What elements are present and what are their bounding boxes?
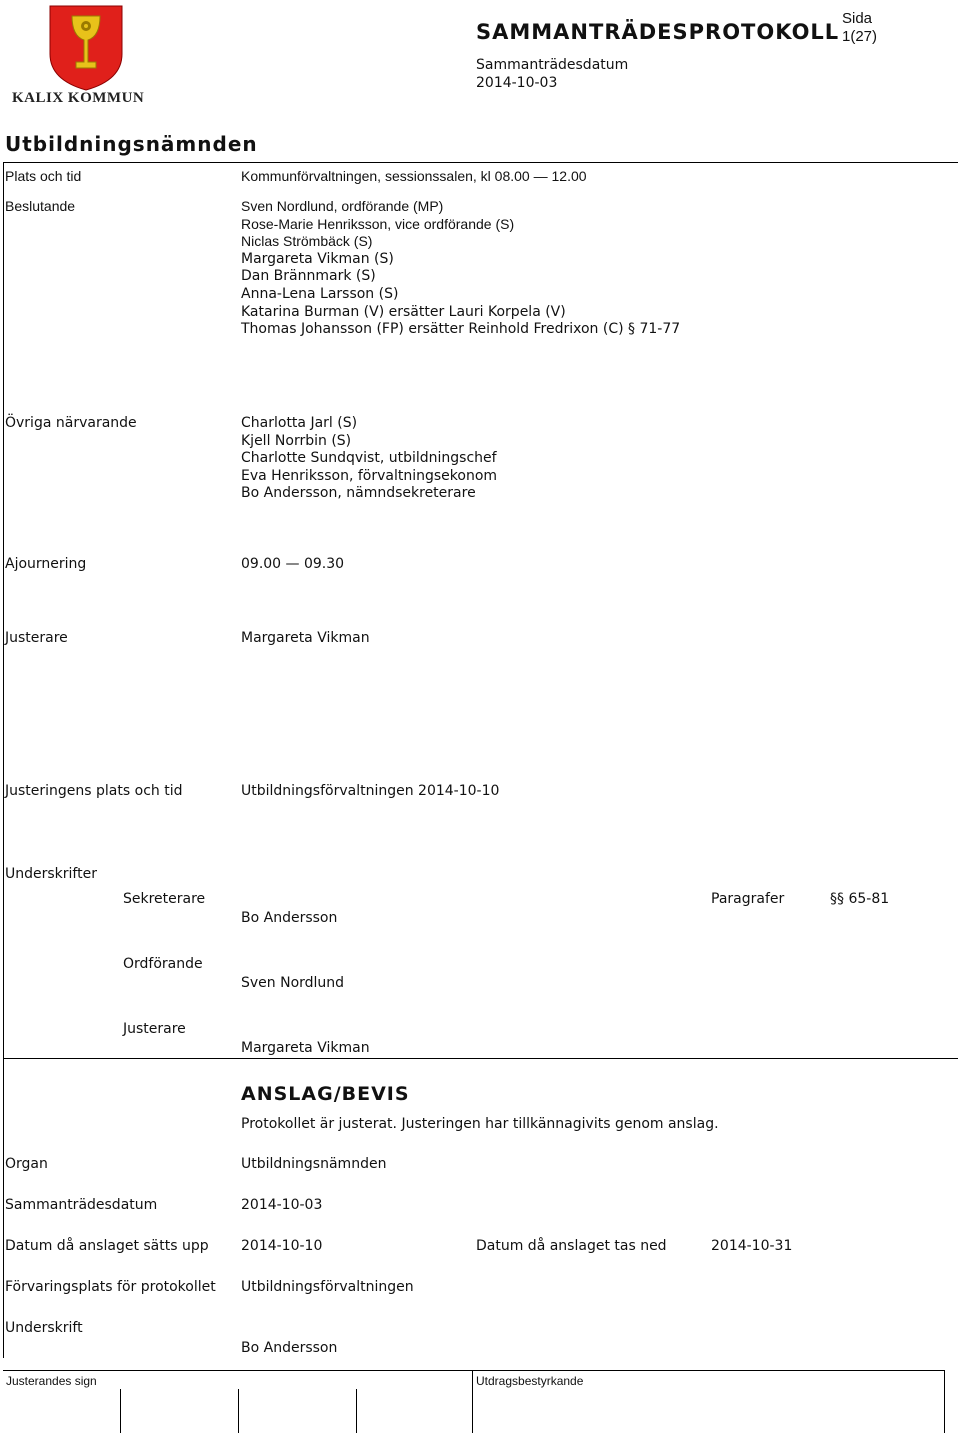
sekreterare-label: Sekreterare (123, 891, 206, 907)
plats-value: Kommunförvaltningen, sessionssalen, kl 08.00 — 12.00 (241, 168, 587, 184)
meeting-date: 2014-10-03 (476, 75, 558, 91)
forvaring-label: Förvaringsplats för protokollet (5, 1279, 216, 1295)
beslutande-label: Beslutande (5, 198, 76, 214)
sign-box-divider (472, 1370, 473, 1433)
anslag-datum-label: Sammanträdesdatum (5, 1197, 158, 1213)
ajournering-value: 09.00 — 09.30 (241, 556, 345, 572)
utdragsbestyrkande-label: Utdragsbestyrkande (476, 1374, 584, 1388)
ovriga-list (241, 415, 497, 503)
logo-text: KALIX KOMMUN (12, 90, 145, 106)
sekreterare-name: Bo Andersson (241, 910, 338, 926)
ovriga-label: Övriga närvarande (5, 415, 137, 431)
header-divider (3, 162, 958, 163)
document-title: SAMMANTRÄDESPROTOKOLL (476, 20, 840, 44)
member-line: Charlotte Sundqvist, utbildningschef (241, 450, 497, 467)
date-label: Sammanträdesdatum (476, 57, 629, 73)
forvaring-value: Utbildningsförvaltningen (241, 1279, 414, 1295)
committee-title: Utbildningsnämnden (5, 132, 258, 156)
underskrift-label: Underskrift (5, 1320, 83, 1336)
member-line: Sven Nordlund, ordförande (MP) (241, 198, 444, 214)
member-line: Dan Brännmark (S) (241, 268, 376, 285)
paragrafer-value: §§ 65-81 (830, 891, 890, 907)
organ-label: Organ (5, 1156, 48, 1172)
sign-box-divider (944, 1370, 945, 1433)
underskrift-name: Bo Andersson (241, 1340, 338, 1356)
anslag-datum-value: 2014-10-03 (241, 1197, 323, 1213)
sign-box-divider (120, 1389, 121, 1433)
sign-box-divider (356, 1389, 357, 1433)
ordforande-label: Ordförande (123, 956, 203, 972)
member-line: Katarina Burman (V) ersätter Lauri Korpela (V) (241, 303, 566, 320)
underskrift-justerare-label: Justerare (123, 1021, 186, 1037)
anslag-upp-value: 2014-10-10 (241, 1238, 323, 1254)
page-number: 1(27) (842, 28, 878, 45)
anslag-ned-label: Datum då anslaget tas ned (476, 1238, 667, 1254)
organ-value: Utbildningsnämnden (241, 1156, 387, 1172)
beslutande-list (241, 198, 680, 339)
underskrifter-label: Underskrifter (5, 866, 97, 882)
member-line: Margareta Vikman (S) (241, 250, 394, 267)
paragrafer-label: Paragrafer (711, 891, 785, 907)
ordforande-name: Sven Nordlund (241, 975, 345, 991)
anslag-text: Protokollet är justerat. Justeringen har tillkännagivits genom anslag. (241, 1116, 719, 1132)
anslag-upp-label: Datum då anslaget sätts upp (5, 1238, 209, 1254)
footer-divider (3, 1370, 945, 1371)
member-line: Kjell Norrbin (S) (241, 432, 352, 449)
justeringens-value: Utbildningsförvaltningen 2014-10-10 (241, 783, 500, 799)
member-line: Rose-Marie Henriksson, vice ordförande (S) (241, 215, 515, 232)
member-line: Anna-Lena Larsson (S) (241, 285, 399, 302)
justerandes-sign-label: Justerandes sign (6, 1374, 97, 1388)
underskrift-justerare-name: Margareta Vikman (241, 1040, 370, 1056)
justeringens-label: Justeringens plats och tid (5, 783, 183, 799)
page-label: Sida (842, 10, 873, 27)
ajournering-label: Ajournering (5, 556, 87, 572)
member-line: Thomas Johansson (FP) ersätter Reinhold Fredrixon (C) § 71-77 (241, 321, 681, 338)
member-line: Bo Andersson, nämndsekreterare (241, 485, 476, 502)
member-line: Charlotta Jarl (S) (241, 415, 358, 431)
justerare-value: Margareta Vikman (241, 630, 370, 646)
justerare-label: Justerare (5, 630, 68, 646)
coat-of-arms-icon (10, 2, 160, 92)
kalix-kommun-logo (10, 2, 160, 110)
anslag-divider (3, 1058, 958, 1059)
plats-label: Plats och tid (5, 168, 82, 184)
sign-box-divider (238, 1389, 239, 1433)
member-line: Eva Henriksson, förvaltningsekonom (241, 467, 498, 484)
left-border (3, 162, 4, 1358)
member-line: Niclas Strömbäck (S) (241, 233, 373, 250)
anslag-heading: ANSLAG/BEVIS (241, 1083, 410, 1105)
anslag-ned-value: 2014-10-31 (711, 1238, 793, 1254)
